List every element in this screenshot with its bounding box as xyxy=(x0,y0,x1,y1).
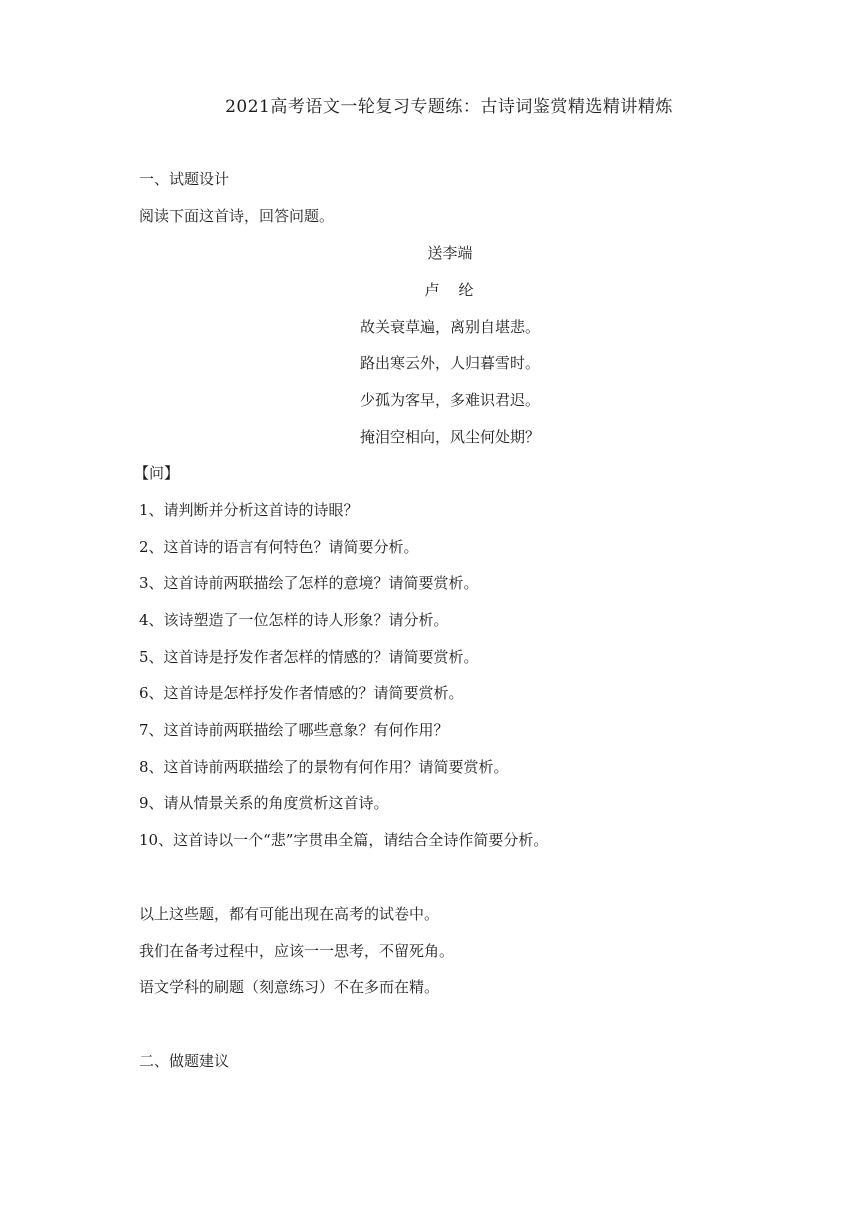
question-item: 9、请从情景关系的角度赏析这首诗。 xyxy=(139,794,389,812)
instruction-text: 阅读下面这首诗，回答问题。 xyxy=(139,207,335,225)
poem-title: 送李端 xyxy=(427,244,473,262)
question-item: 2、这首诗的语言有何特色？请简要分析。 xyxy=(139,538,419,556)
poem-line: 少孤为客早，多难识君迟。 xyxy=(359,391,540,409)
question-item: 3、这首诗前两联描绘了怎样的意境？请简要赏析。 xyxy=(139,574,479,592)
poem-author: 卢 纶 xyxy=(424,281,476,299)
poem-line: 故关衰草遍，离别自堪悲。 xyxy=(359,318,540,336)
section-heading-1: 一、试题设计 xyxy=(139,170,230,188)
question-item: 4、该诗塑造了一位怎样的诗人形象？请分析。 xyxy=(139,611,449,629)
question-item: 1、请判断并分析这首诗的诗眼？ xyxy=(139,501,359,519)
question-item: 10、这首诗以一个“悲”字贯串全篇，请结合全诗作简要分析。 xyxy=(139,831,549,849)
note-line: 以上这些题，都有可能出现在高考的试卷中。 xyxy=(139,905,440,923)
poem-line: 掩泪空相向，风尘何处期？ xyxy=(359,428,540,446)
note-line: 我们在备考过程中，应该一一思考，不留死角。 xyxy=(139,942,455,960)
poem-line: 路出寒云外，人归暮雪时。 xyxy=(359,354,540,372)
question-item: 8、这首诗前两联描绘了的景物有何作用？请简要赏析。 xyxy=(139,758,509,776)
question-item: 6、这首诗是怎样抒发作者情感的？请简要赏析。 xyxy=(139,684,464,702)
section-heading-2: 二、做题建议 xyxy=(139,1052,230,1070)
questions-heading: 【问】 xyxy=(134,464,180,482)
question-item: 7、这首诗前两联描绘了哪些意象？有何作用？ xyxy=(139,721,449,739)
document-title: 2021高考语文一轮复习专题练：古诗词鉴赏精选精讲精炼 xyxy=(225,97,673,117)
note-line: 语文学科的刷题（刻意练习）不在多而在精。 xyxy=(139,978,440,996)
question-item: 5、这首诗是抒发作者怎样的情感的？请简要赏析。 xyxy=(139,648,479,666)
